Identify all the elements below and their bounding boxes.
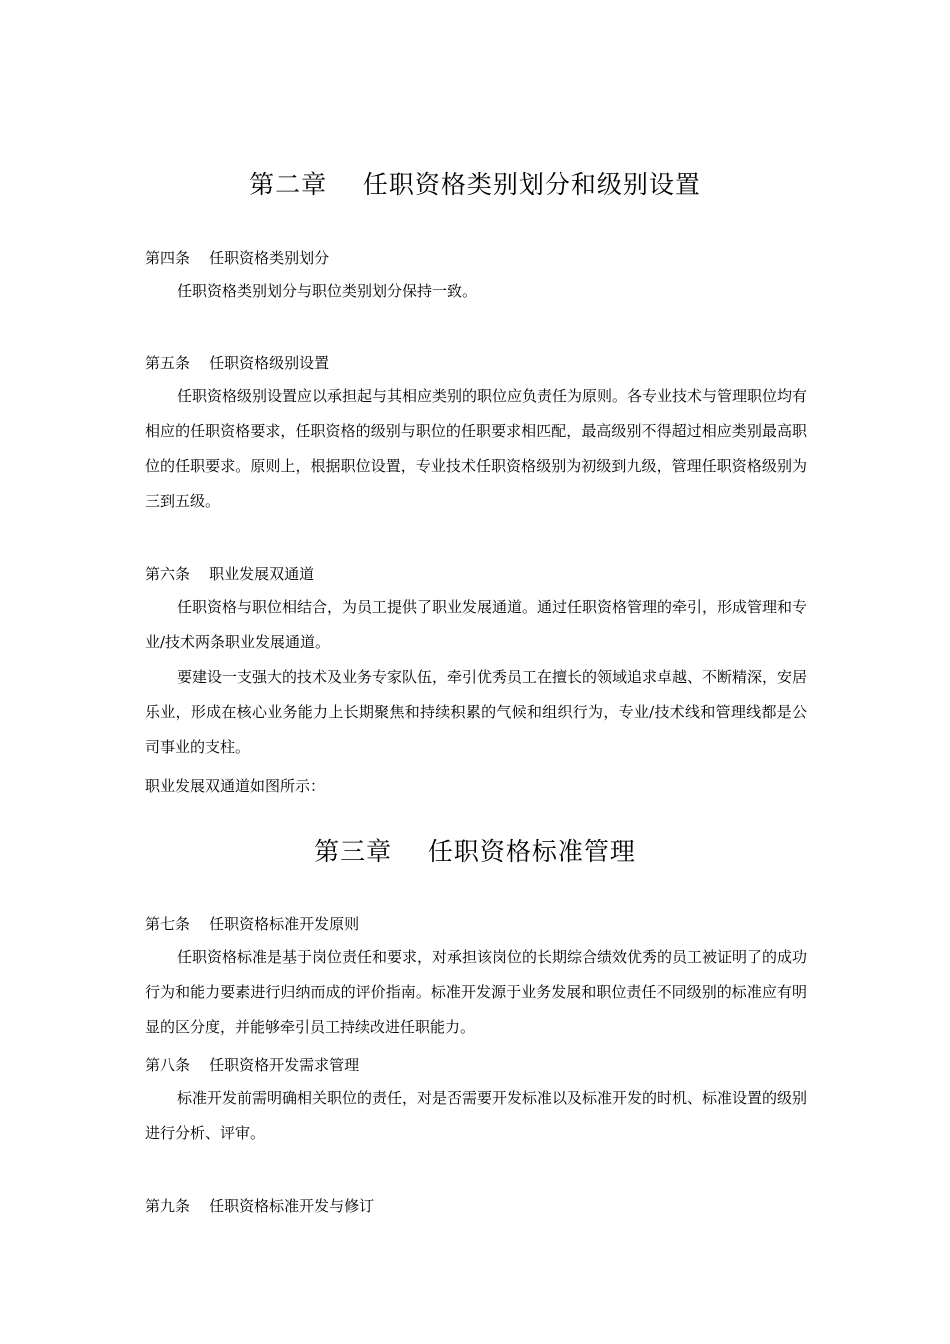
chapter-3-title: 第三章 任职资格标准管理 (314, 837, 636, 866)
article-6-paragraph-2: 要建设一支强大的技术及业务专家队伍，牵引优秀员工在擅长的领域追求卓越、不断精深，安居乐业，形成在核心业务能力上长期聚焦和持续积累的气候和组织行为，专业/技术线和管理线都是公司事业的支柱。 (145, 668, 808, 756)
chapter-2-title: 第二章 任职资格类别划分和级别设置 (249, 170, 701, 199)
article-7-heading: 第七条 任职资格标准开发原则 (145, 915, 360, 933)
article-9-heading: 第九条 任职资格标准开发与修订 (145, 1197, 375, 1215)
article-6-heading: 第六条 职业发展双通道 (145, 565, 315, 583)
article-4-heading: 第四条 任职资格类别划分 (145, 249, 330, 267)
article-5-heading: 第五条 任职资格级别设置 (145, 354, 330, 372)
article-5-paragraph: 任职资格级别设置应以承担起与其相应类别的职位应负责任为原则。各专业技术与管理职位均有相应的任职资格要求，任职资格的级别与职位的任职要求相匹配，最高级别不得超过相应类别最高职位的任职要求。原则上，根据职位设置，专业技术任职资格级别为初级到九级，管理任职资格级别为三到五级。 (145, 387, 808, 510)
article-6-paragraph-1: 任职资格与职位相结合，为员工提供了职业发展通道。通过任职资格管理的牵引，形成管理和专业/技术两条职业发展通道。 (145, 598, 808, 651)
article-4-paragraph: 任职资格类别划分与职位类别划分保持一致。 (177, 282, 478, 300)
article-7-paragraph: 任职资格标准是基于岗位责任和要求，对承担该岗位的长期综合绩效优秀的员工被证明了的成功行为和能力要素进行归纳而成的评价指南。标准开发源于业务发展和职位责任不同级别的标准应有明显的区分度，并能够牵引员工持续改进任职能力。 (145, 948, 808, 1036)
article-6-figure-note: 职业发展双通道如图所示： (145, 777, 326, 795)
article-8-heading: 第八条 任职资格开发需求管理 (145, 1056, 360, 1074)
article-8-paragraph: 标准开发前需明确相关职位的责任，对是否需要开发标准以及标准开发的时机、标准设置的级别进行分析、评审。 (145, 1089, 808, 1142)
